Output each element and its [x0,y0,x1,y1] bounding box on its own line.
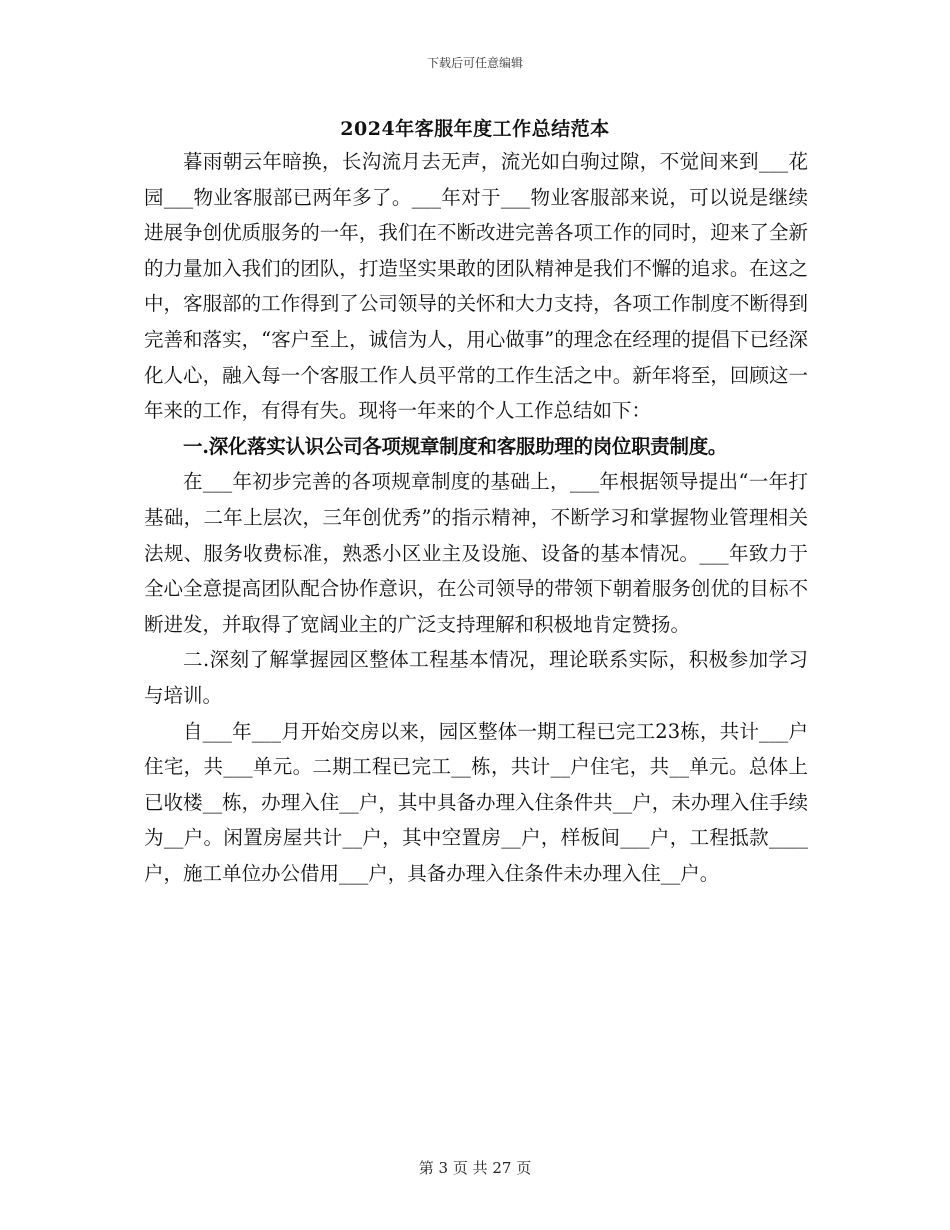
page-number: 第 3 页 共 27 页 [418,1159,532,1177]
section-heading-2: 二.深刻了解掌握园区整体工程基本情况，理论联系实际，积极参加学习与培训。 [144,648,808,707]
header-note: 下载后可任意编辑 [426,56,523,70]
section-heading-1: 一.深化落实认识公司各项规章制度和客服助理的岗位职责制度。 [183,434,728,458]
document-title: 2024年客服年度工作总结范本 [340,118,610,140]
paragraph-intro: 暮雨朝云年暗换，长沟流月去无声，流光如白驹过隙，不觉间来到___花园___物业客服部已两年多了。___年对于___物业客服部来说，可以说是继续进展争创优质服务的一年，我们在不断改进完善各项工作的同时，迎来了全新的力量加入我们的团队，打造坚实果敢的团队精神是我们不懈的追求。在这之中，客服部的工作得到了公司领导的关怀和大力支持，各项工作制度不断得到完善和落实，“客户至上，诚信为人，用心做事”的理念在经理的提倡下已经深化人心，融入每一个客服工作人员平常的工作生活之中。新年将至，回顾这一年来的工作，有得有失。现将一年来的个人工作总结如下： [144,150,808,423]
document-body [144,144,808,891]
paragraph-section-2: 自___年___月开始交房以来，园区整体一期工程已完工23栋，共计___户住宅，共___单元。二期工程已完工__栋，共计__户住宅，共__单元。总体上已收楼__栋，办理入住__户，其中具备办理入住条件共__户，未办理入住手续为__户。闲置房屋共计__户，其中空置房__户，样板间___户，工程抵款____户，施工单位办公借用___户，具备办理入住条件未办理入住__户。 [144,719,808,885]
paragraph-section-1: 在___年初步完善的各项规章制度的基础上，___年根据领导提出“一年打基础，二年上层次，三年创优秀”的指示精神，不断学习和掌握物业管理相关法规、服务收费标准，熟悉小区业主及设施、设备的基本情况。___年致力于全心全意提高团队配合协作意识，在公司领导的带领下朝着服务创优的目标不断进发，并取得了宽阔业主的广泛支持理解和积极地肯定赞扬。 [144,470,808,636]
